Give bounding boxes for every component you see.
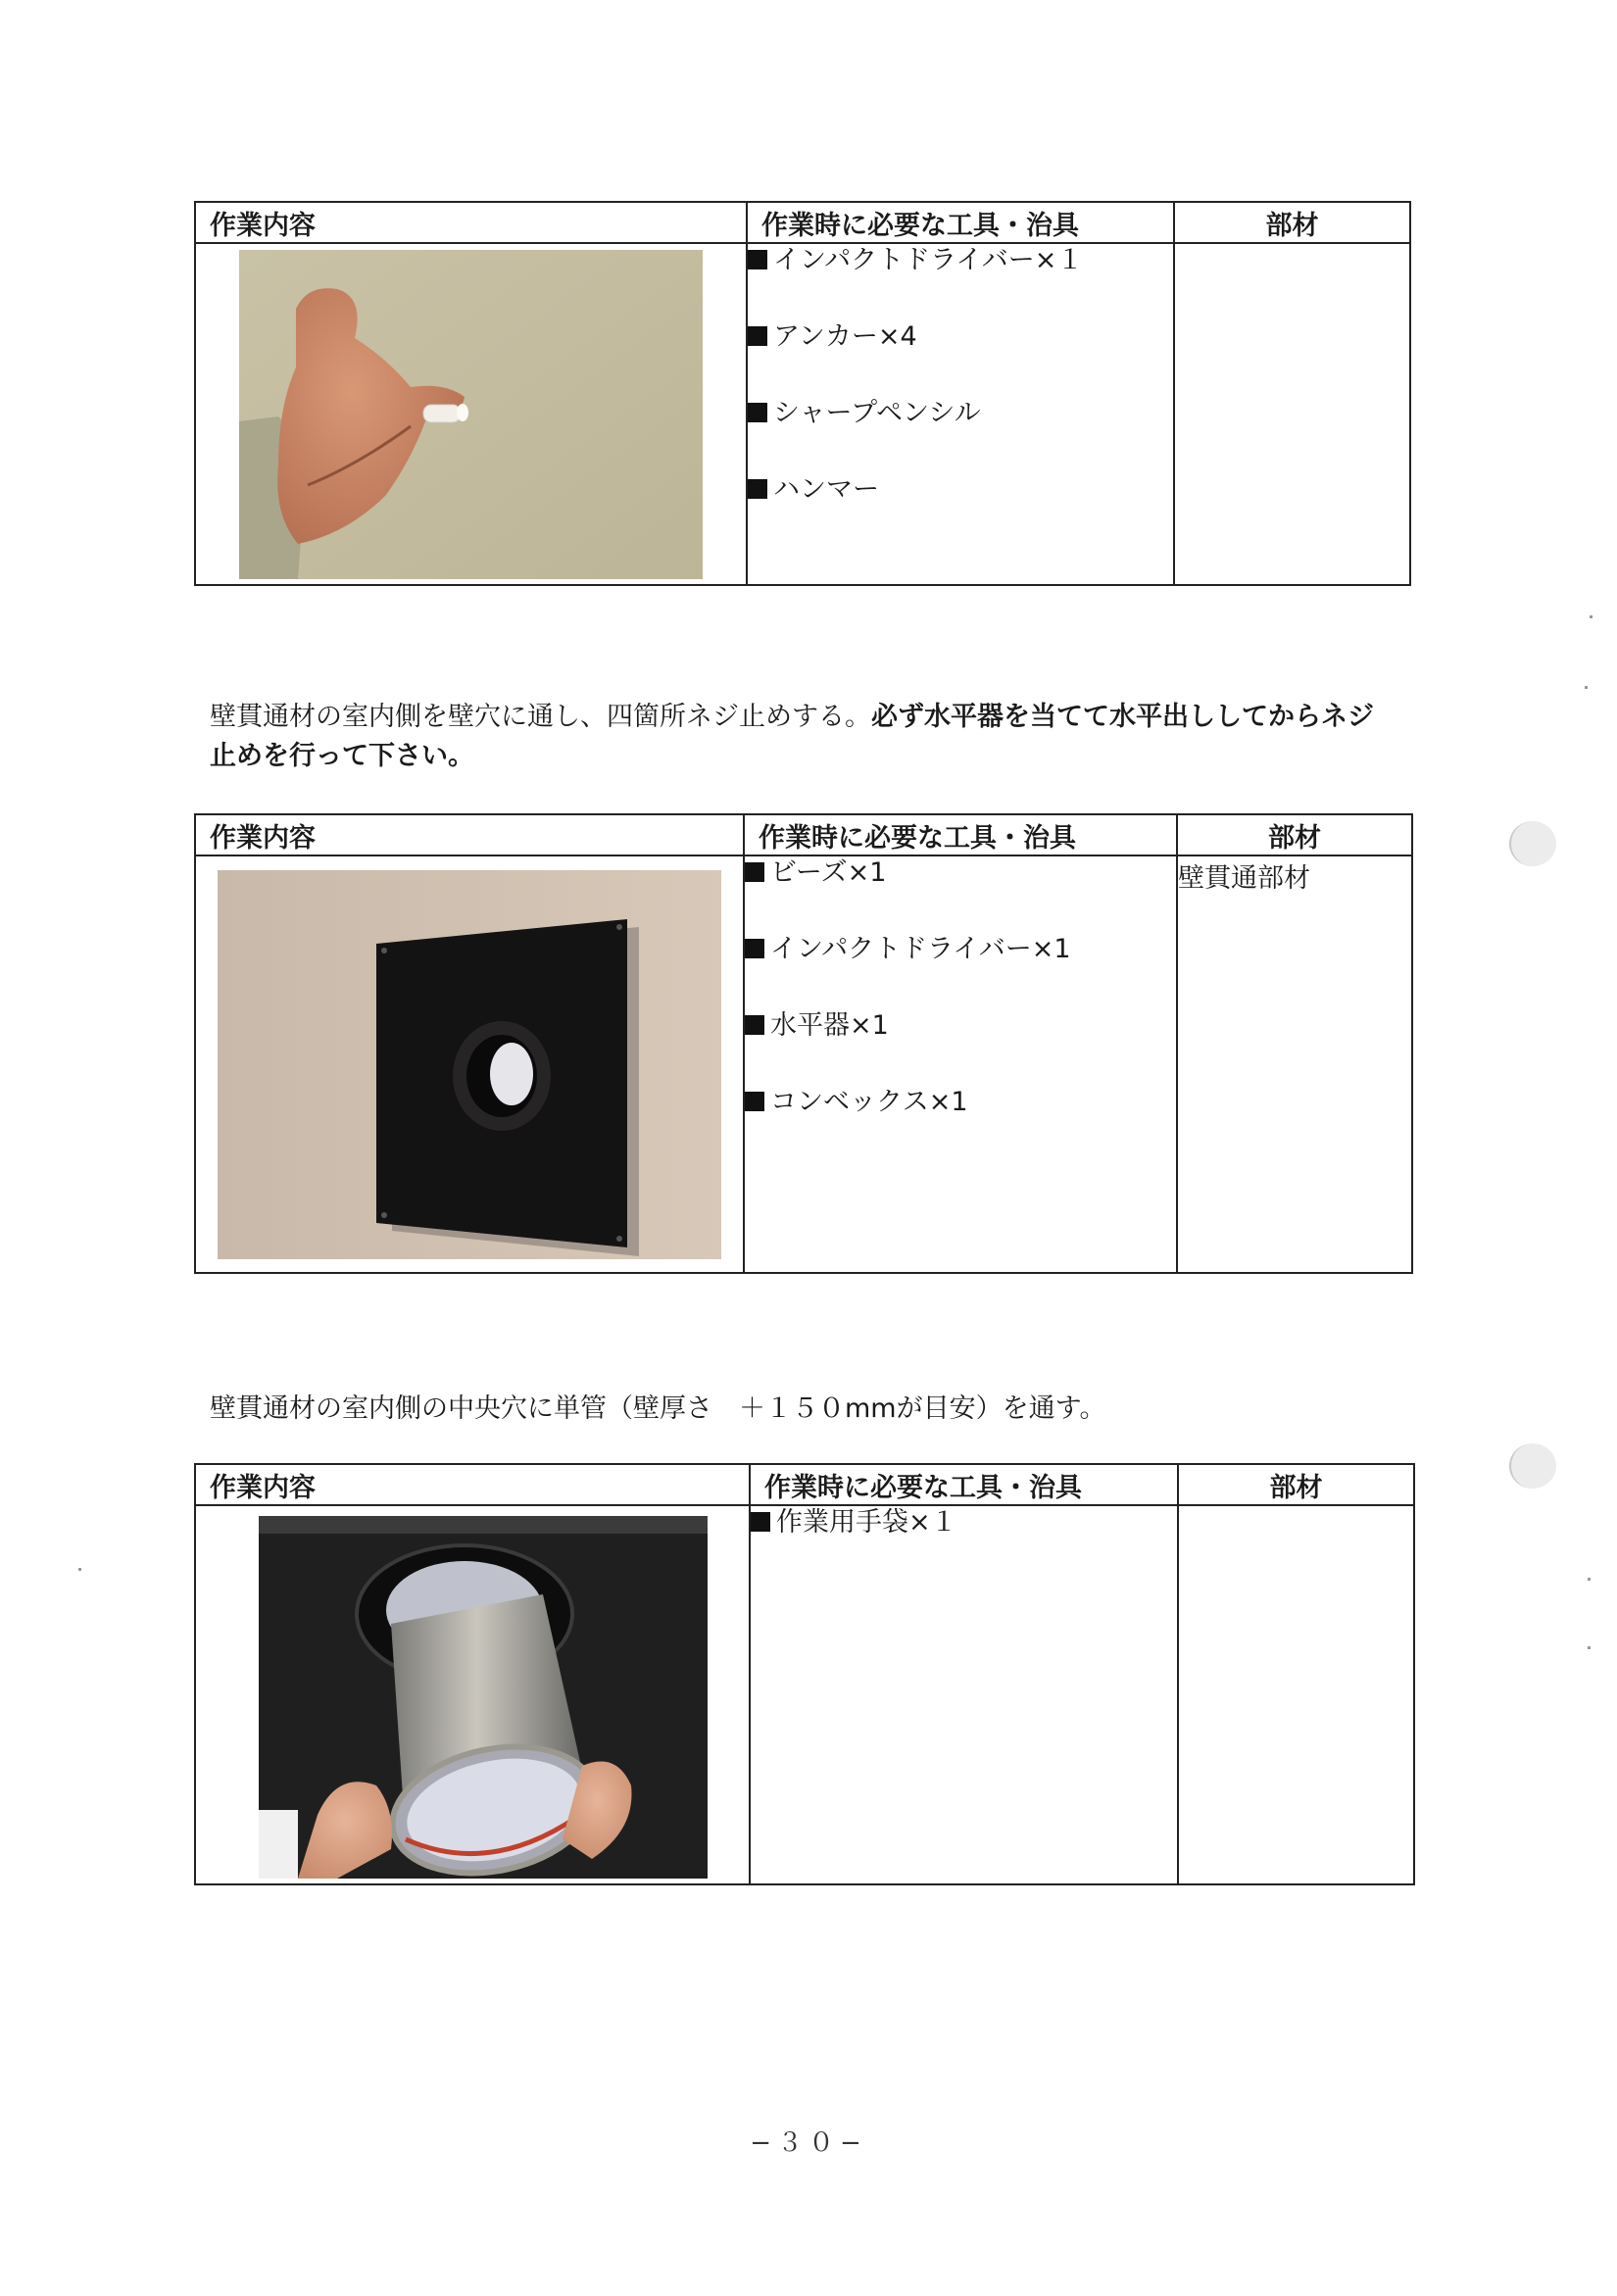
tool-item: インパクトドライバー×1: [745, 933, 1176, 966]
header-work: 作業内容: [195, 1464, 750, 1505]
header-work: 作業内容: [195, 202, 747, 243]
hand-inserting-anchor-photo: [239, 250, 703, 579]
bullet-square-icon: [751, 1512, 770, 1532]
parts-cell-3: [1178, 1505, 1414, 1884]
bullet-square-icon: [745, 1092, 764, 1111]
header-tools: 作業時に必要な工具・治具: [747, 202, 1174, 243]
bullet-square-icon: [745, 1015, 764, 1035]
work-table-3: [194, 1463, 1415, 1885]
header-parts: 部材: [1178, 1464, 1414, 1505]
work-table-2: [194, 813, 1413, 1274]
scan-speck: [1590, 615, 1592, 618]
bullet-square-icon: [745, 939, 764, 958]
tool-item: 作業用手袋×１: [751, 1506, 1177, 1539]
scan-speck: [78, 1568, 81, 1571]
bullet-square-icon: [748, 403, 767, 422]
tools-list-2: [744, 855, 1177, 1273]
parts-cell-2: 壁貫通部材: [1177, 855, 1412, 1273]
parts-cell-1: [1174, 243, 1410, 585]
tool-item: シャープペンシル: [748, 397, 1173, 430]
tool-item: アンカー×4: [748, 320, 1173, 354]
tool-item: ビーズ×1: [745, 856, 1176, 890]
header-tools: 作業時に必要な工具・治具: [744, 814, 1177, 855]
scan-speck: [1585, 686, 1588, 689]
tool-item: コンベックス×1: [745, 1086, 1176, 1119]
header-work: 作業内容: [195, 814, 744, 855]
header-parts: 部材: [1177, 814, 1412, 855]
tool-item: インパクトドライバー×１: [748, 244, 1173, 277]
punch-hole-icon: [1509, 1443, 1556, 1489]
tools-list-3: [750, 1505, 1178, 1884]
work-table-1: [194, 201, 1411, 586]
work-photo-cell: [195, 1505, 750, 1884]
header-tools: 作業時に必要な工具・治具: [750, 1464, 1178, 1505]
pipe-insertion-photo: [259, 1516, 708, 1879]
scan-speck: [1588, 1578, 1591, 1581]
work-photo-cell: [195, 855, 744, 1273]
tool-item: ハンマー: [748, 473, 1173, 507]
instruction-2: 壁貫通材の室内側を壁穴に通し、四箇所ネジ止めする。必ず水平器を当てて水平出ししてからネジ止めを行って下さい。: [210, 702, 1374, 771]
bullet-square-icon: [745, 862, 764, 882]
bullet-square-icon: [748, 326, 767, 346]
page-number: −３０−: [750, 2128, 867, 2158]
tool-item: 水平器×1: [745, 1009, 1176, 1043]
instruction-3: 壁貫通材の室内側の中央穴に単管（壁厚さ ＋１５０mmが目安）を通す。: [210, 1393, 1106, 1424]
wall-penetration-plate-photo: [218, 870, 721, 1259]
scan-speck: [1588, 1646, 1591, 1649]
tools-list-1: [747, 243, 1174, 585]
header-parts: 部材: [1174, 202, 1410, 243]
bullet-square-icon: [748, 250, 767, 269]
punch-hole-icon: [1509, 821, 1556, 866]
bullet-square-icon: [748, 479, 767, 499]
work-photo-cell: [195, 243, 747, 585]
